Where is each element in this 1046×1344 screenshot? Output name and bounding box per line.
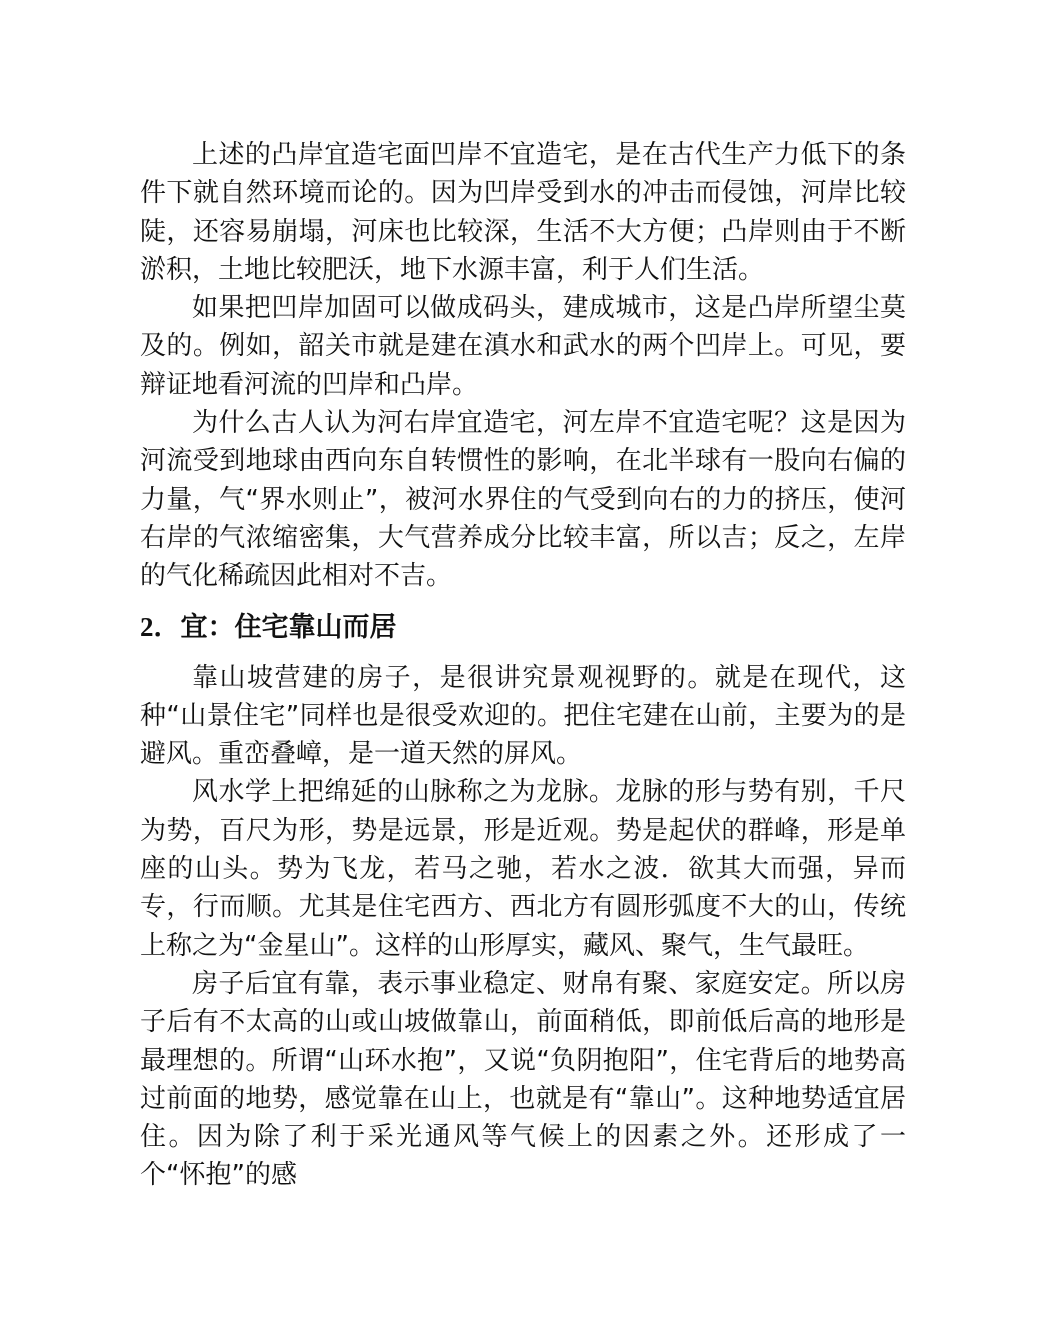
document-page (140, 136, 906, 1195)
section-title: 宜：住宅靠山而居 (180, 611, 397, 643)
section-number: 2． (140, 611, 181, 642)
paragraph-hillside-house: 靠山坡营建的房子，是很讲究景观视野的。就是在现代，这种“山景住宅”同样也是很受欢迎的。把住宅建在山前，主要为的是避风。重峦叠嶂，是一道天然的屏风。 (140, 662, 906, 770)
paragraph-concave-bank-reinforced: 如果把凹岸加固可以做成码头，建成城市，这是凸岸所望尘莫及的。例如，韶关市就是建在滇水和武水的两个凹岸上。可见，要辩证地看河流的凹岸和凸岸。 (140, 293, 906, 400)
paragraph-right-bank: 为什么古人认为河右岸宜造宅，河左岸不宜造宅呢？这是因为河流受到地球由西向东自转惯性的影响，在北半球有一股向右偏的力量，气“界水则止”，被河水界住的气受到向右的力的挤压，使河右岸的气浓缩密集，大气营养成分比较丰富，所以吉；反之，左岸的气化稀疏因此相对不吉。 (140, 408, 906, 592)
section-heading (140, 602, 906, 653)
paragraph-convex-concave-bank: 上述的凸岸宜造宅面凹岸不宜造宅，是在古代生产力低下的条件下就自然环境而论的。因为凹岸受到水的冲击而侵蚀，河岸比较陡，还容易崩塌，河床也比较深，生活不大方便；凸岸则由于不断淤积，土地比较肥沃，地下水源丰富，利于人们生活。 (140, 140, 906, 285)
paragraph-backing-mountain: 房子后宜有靠，表示事业稳定、财帛有聚、家庭安定。所以房子后有不太高的山或山坡做靠山，前面稍低，即前低后高的地形是最理想的。所谓“山环水抱”，又说“负阴抱阳”，住宅背后的地势高过前面的地势，感觉靠在山上，也就是有“靠山”。这种地势适宜居住。因为除了利于采光通风等气候上的因素之外。还形成了一个“怀抱”的感 (140, 968, 906, 1191)
paragraph-dragon-vein: 风水学上把绵延的山脉称之为龙脉。龙脉的形与势有别，千尺为势，百尺为形，势是远景，形是近观。势是起伏的群峰，形是单座的山头。势为飞龙，若马之驰，若水之波．欲其大而强，异而专，行而顺。尤其是住宅西方、西北方有圆形弧度不大的山，传统上称之为“金星山”。这样的山形厚实，藏风、聚气，生气最旺。 (140, 777, 906, 961)
